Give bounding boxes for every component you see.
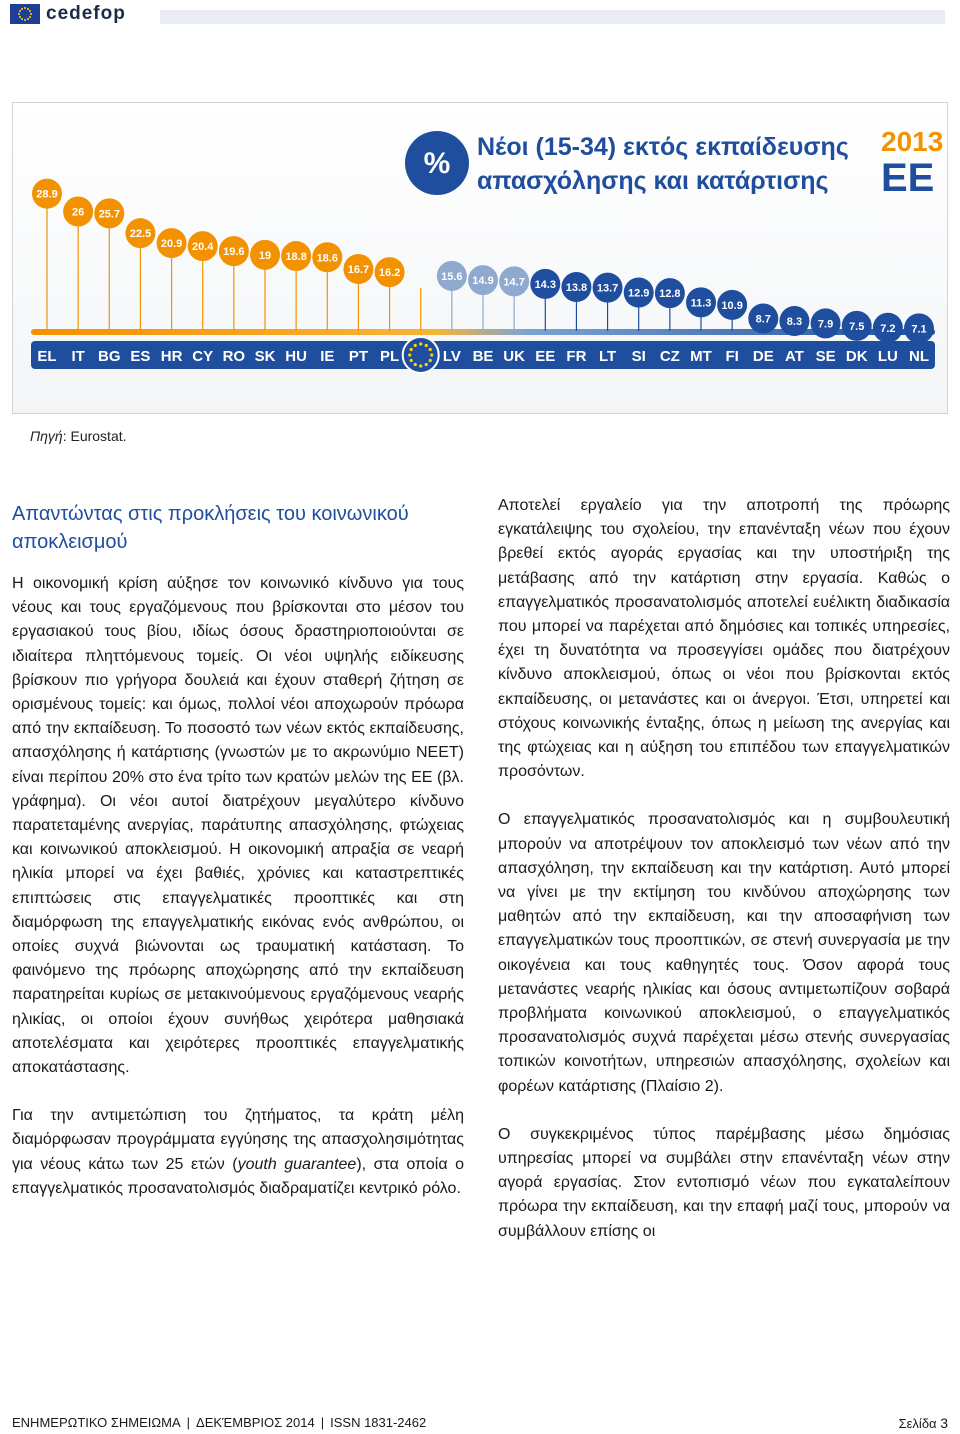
flag-star bbox=[30, 13, 32, 15]
right-column bbox=[498, 494, 950, 1268]
footer-doc-type: ΕΝΗΜΕΡΩΤΙΚΟ ΣΗΜΕΙΩΜΑ bbox=[12, 1415, 181, 1430]
figure-source bbox=[30, 428, 127, 444]
eu-emblem-star bbox=[410, 348, 413, 351]
data-label: 25.7 bbox=[98, 208, 120, 221]
data-label: 16.7 bbox=[347, 264, 370, 277]
neet-infographic bbox=[12, 102, 948, 414]
flag-star bbox=[27, 18, 29, 20]
data-label: 19 bbox=[258, 249, 272, 262]
data-label: 7.9 bbox=[817, 318, 834, 331]
category-label: NL bbox=[909, 348, 929, 365]
data-label: 7.1 bbox=[911, 323, 927, 336]
category-label: BG bbox=[98, 348, 121, 365]
footer-issn: ISSN 1831-2462 bbox=[330, 1415, 427, 1430]
right-paragraph-1: Αποτελεί εργαλείο για την αποτροπή της πρόωρης εγκατάλειψης του σχολείου, την επανένταξη νέων που έχουν βρεθεί εκτός αγοράς εργασίας και την υποστήριξη της μετάβασης από την κατάρτιση στην εργασία. Καθώς ο επαγγελματικός προσανατολισμός αποτελεί ευέλικτη διαδικασία που μπορεί να παρέχεται από δημόσιες και τοπικές υπηρεσίες, έχει τη δυνατότητα να προσεγγίσει ομάδες που διατρέχουν κίνδυνο αποκλεισμού, όπως οι νέοι που βρίσκονται εκτός εκπαίδευσης, οι μετανάστες και οι άνεργοι. Έτσι, υπηρετεί και στόχους κοινωνικής ένταξης, όπως η μείωση της ανεργίας και της φτώχειας και η αύξηση του επιπέδου των επαγγελματικών προσόντων. bbox=[498, 497, 950, 781]
eu-emblem-star bbox=[408, 353, 411, 356]
figure-title-line1: Νέοι (15-34) εκτός εκπαίδευσης bbox=[477, 133, 849, 161]
category-label: ES bbox=[130, 348, 151, 365]
data-label: 15.6 bbox=[441, 270, 463, 283]
eu-emblem-star bbox=[414, 363, 417, 366]
flag-star bbox=[21, 18, 23, 20]
data-label: 14.3 bbox=[534, 278, 556, 291]
category-label: EE bbox=[535, 348, 556, 365]
figure-title-line2: απασχόλησης και κατάρτισης bbox=[477, 167, 829, 195]
neet-chart bbox=[13, 103, 948, 414]
section-heading: Απαντώντας στις προκλήσεις του κοινωνικού αποκλεισμού bbox=[12, 503, 409, 553]
data-label: 13.8 bbox=[565, 281, 588, 294]
data-label: 11.3 bbox=[690, 297, 712, 310]
category-label: SE bbox=[815, 348, 836, 365]
data-label: 20.9 bbox=[160, 238, 183, 251]
footer-separator: | bbox=[186, 1415, 191, 1430]
category-label: DE bbox=[752, 348, 774, 365]
category-label: IT bbox=[71, 348, 85, 365]
eu-emblem-star bbox=[430, 353, 433, 356]
flag-star bbox=[18, 13, 20, 15]
category-label: RO bbox=[222, 348, 246, 365]
eu-emblem-star bbox=[429, 359, 432, 362]
source-text: : Eurostat. bbox=[62, 428, 127, 444]
flag-star bbox=[19, 16, 21, 18]
data-label: 13.7 bbox=[596, 282, 619, 295]
data-label: 8.3 bbox=[786, 315, 803, 328]
eu-emblem-star bbox=[429, 348, 432, 351]
flag-star bbox=[24, 19, 26, 21]
data-label: 26 bbox=[72, 206, 85, 219]
data-label: 10.9 bbox=[721, 299, 743, 312]
cedefop-logo: cedefop bbox=[46, 3, 126, 24]
source-label: Πηγή bbox=[30, 428, 63, 444]
left-p2-text-b: ), στα οποία ο επαγγελματικός προσανατολισμός διαδραματίζει κεντρικό ρόλο. bbox=[12, 1155, 465, 1197]
footer-date: ΔΕΚΈΜΒΡΙΟΣ 2014 bbox=[196, 1415, 315, 1430]
category-label: PT bbox=[348, 348, 369, 365]
left-column bbox=[12, 500, 464, 1225]
category-label: PL bbox=[379, 348, 400, 365]
eu-emblem-star bbox=[414, 344, 417, 347]
eu-emblem-star bbox=[419, 364, 422, 367]
data-label: 7.2 bbox=[880, 322, 896, 335]
header-band bbox=[160, 10, 945, 24]
data-label: 19.6 bbox=[223, 246, 245, 259]
figure-eu-label: ΕΕ bbox=[881, 156, 935, 200]
data-label: 8.7 bbox=[755, 313, 771, 326]
category-label: CZ bbox=[659, 348, 680, 365]
category-label: UK bbox=[503, 348, 525, 365]
eu-emblem-star bbox=[425, 363, 428, 366]
eu-emblem-star bbox=[425, 344, 428, 347]
percent-symbol: % bbox=[423, 147, 451, 180]
data-label: 18.6 bbox=[316, 252, 338, 265]
right-paragraph-2: Ο επαγγελματικός προσανατολισμός και η συμβουλευτική μπορούν να αποτρέψουν τον αποκλεισμό των νέων από την απασχόληση, την εκπαίδευση και την κατάρτιση. Αυτό μπορεί να γίνει με την εκτίμηση του κινδύνου αποχώρησης των μαθητών από την εκπαίδευση, και την αποσαφήνιση των επαγγελματικών τους προοπτικών, σε στενή συνεργασία με την οικογένεια και τους καθηγητές τους. Όσον αφορά τους μετανάστες νεαρής ηλικίας και όσους αντιμετωπίζουν σοβαρά προβλήματα κοινωνικού αποκλεισμού, ο επαγγελματικός προσανατολισμός συχνά παρέχεται μέσω στενής συνεργασίας τοπικών κοινοτήτων, υπηρεσιών απασχόλησης, σχολείων και φορέων κατάρτισης (Πλαίσιο 2). bbox=[498, 811, 950, 1095]
data-label: 14.7 bbox=[503, 276, 525, 289]
category-label: CY bbox=[192, 348, 214, 365]
flag-star bbox=[29, 16, 31, 18]
flag-star bbox=[24, 7, 26, 9]
left-paragraph-1: Η οικονομική κρίση αύξησε τον κοινωνικό κίνδυνο για τους νέους και τους εργαζόμενους που βρίσκονται στο μέσον του εργασιακού τους βίου, ιδίως όσους δραστηριοποιούνται σε ιδιαίτερα πληττόμενους τομείς. Οι νέοι υψηλής ειδίκευσης βρίσκουν πιο γρήγορα δουλειά και έχουν σταθερή ζήτηση σε ορισμένους τομείς: και όμως, πολλοί νέοι αποχωρούν πρόωρα από την εκπαίδευση. Το ποσοστό των νέων εκτός εκπαίδευσης, απασχόλησης ή κατάρτισης (γνωστών με το ακρωνύμιο ΝΕΕΤ) είναι περίπου 20% στο ένα τρίτο των κρατών μελών της ΕΕ (βλ. γράφημα). Οι νέοι αυτοί διατρέχουν μεγαλύτερο κίνδυνο παρατεταμένης ανεργίας, παράτυπης απασχόλησης, φτώχειας και κοινωνικού αποκλεισμού. Η οικονομική απραξία σε νεαρή ηλικία μπορεί να έχει βαθιές, χρόνιες και καταστρεπτικές επιπτώσεις στις επαγγελματικές προοπτικές και στη διαμόρφωση της επαγγελματικής εικόνας ενός ανθρώπου, οι οποίες συχνά βιώνονται ως τραυματική κατάσταση. Το φαινόμενο της πρόωρης αποχώρησης από την εκπαίδευση παρατηρείται κυρίως σε μετακινούμενους εργαζόμενους νεαρής ηλικίας, οι οποίοι έχουν συνήθως χειρότερα μαθησιακά αποτελέσματα και χειρότερες προοπτικές επαγγελματικής αποκατάστασης. bbox=[12, 575, 464, 1077]
category-label: HU bbox=[285, 348, 307, 365]
category-label: BE bbox=[472, 348, 494, 365]
eu-emblem-icon bbox=[403, 337, 439, 373]
category-label: LV bbox=[442, 348, 461, 365]
category-label: MT bbox=[690, 348, 712, 365]
left-paragraph-2 bbox=[12, 1104, 464, 1201]
category-label: HR bbox=[160, 348, 183, 365]
eu-emblem-star bbox=[419, 342, 422, 345]
category-label: FR bbox=[566, 348, 587, 365]
flag-star bbox=[21, 8, 23, 10]
footer-left bbox=[12, 1415, 426, 1430]
footer-separator: | bbox=[320, 1415, 325, 1430]
category-label: LU bbox=[877, 348, 898, 365]
category-label: LT bbox=[598, 348, 617, 365]
category-label: SI bbox=[631, 348, 646, 365]
eu-flag-icon bbox=[10, 4, 40, 24]
data-label: 20.4 bbox=[192, 241, 214, 254]
data-label: 22.5 bbox=[129, 228, 152, 241]
data-label: 28.9 bbox=[36, 188, 58, 201]
category-label: DK bbox=[845, 348, 868, 365]
category-label: FI bbox=[725, 348, 739, 365]
category-label: EL bbox=[37, 348, 57, 365]
figure-year: 2013 bbox=[881, 126, 944, 157]
youth-guarantee-term: youth guarantee bbox=[237, 1155, 357, 1173]
category-label: SK bbox=[254, 348, 276, 365]
flag-star bbox=[29, 10, 31, 12]
page-header bbox=[0, 0, 960, 30]
flag-star bbox=[19, 10, 21, 12]
right-paragraph-3: Ο συγκεκριμένος τύπος παρέμβασης μέσω δημόσιας υπηρεσίας μπορεί να συμβάλει στην επανένταξη νέων στην αγορά εργασίας. Στον εντοπισμό νέων που εγκαταλείπουν πρόωρα την εκπαίδευση, και την επαφή μαζί τους, μπορούν να συμβάλλουν επίσης οι bbox=[498, 1125, 950, 1240]
category-label: IE bbox=[320, 348, 335, 365]
data-label: 16.2 bbox=[378, 267, 401, 280]
footer-page-label: Σελίδα bbox=[898, 1416, 937, 1431]
left-p2-text-a: Για την αντιμετώπιση του ζητήματος, τα κράτη μέλη διαμόρφωσαν προγράμματα εγγύησης της απασχολησιμότητας για νέους κάτω των 25 ετών ( bbox=[12, 1107, 464, 1173]
data-label: 7.5 bbox=[849, 320, 865, 333]
eu-emblem-star bbox=[410, 359, 413, 362]
data-label: 12.9 bbox=[628, 287, 650, 300]
footer-right bbox=[899, 1415, 948, 1431]
footer-page-number: 3 bbox=[940, 1415, 948, 1431]
data-label: 14.9 bbox=[472, 275, 494, 288]
data-label: 12.8 bbox=[659, 288, 681, 301]
data-label: 18.8 bbox=[285, 251, 307, 264]
category-label: AT bbox=[784, 348, 804, 365]
